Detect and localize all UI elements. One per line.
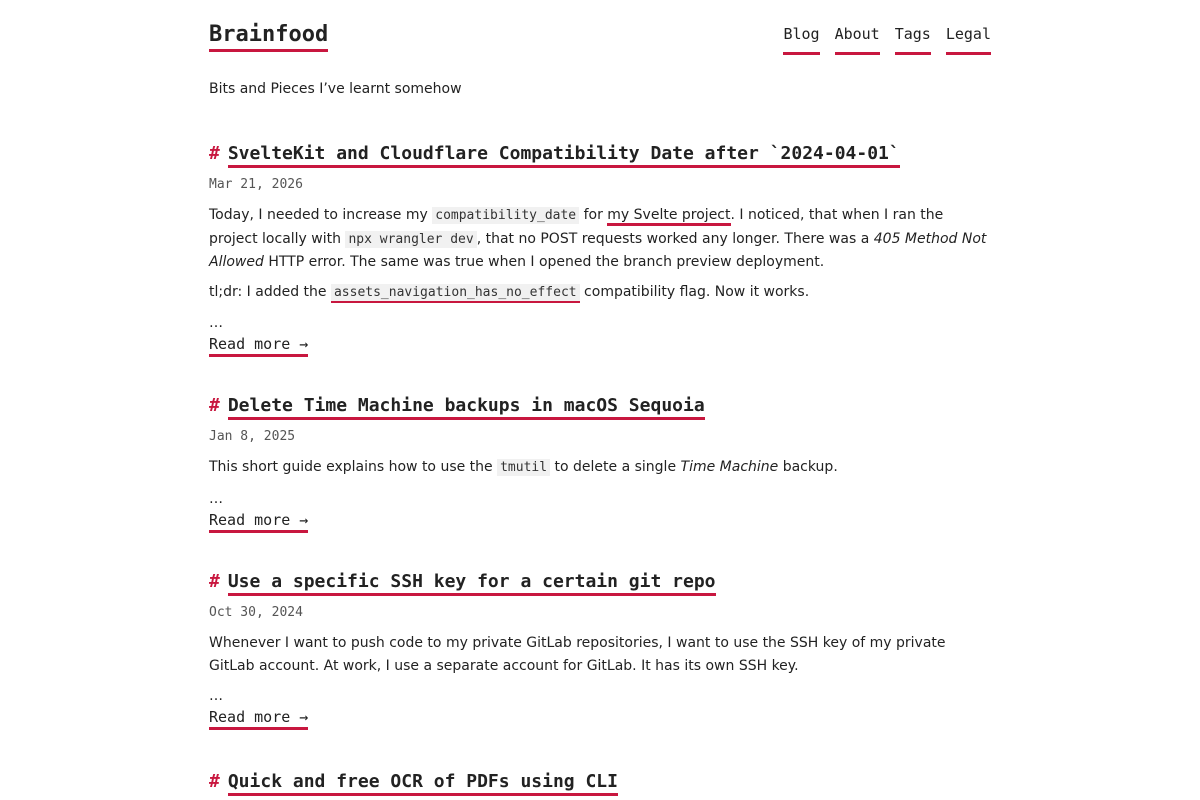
page	[209, 0, 991, 792]
post-title-link[interactable]: Delete Time Machine backups in macOS Sequoia	[228, 395, 705, 420]
post-title	[209, 570, 991, 594]
hash-mark: #	[209, 571, 220, 592]
excerpt-text: , that no POST requests worked any longer. There was a	[476, 230, 874, 247]
inline-code: compatibility_date	[432, 207, 579, 224]
hash-mark: #	[209, 395, 220, 416]
excerpt-text: compatibility flag. Now it works.	[579, 283, 810, 300]
post-date: Mar 21, 2026	[209, 177, 303, 192]
post-title-link[interactable]: Quick and free OCR of PDFs using CLI	[228, 771, 618, 796]
ellipsis: …	[209, 688, 223, 704]
excerpt-text: to delete a single	[550, 459, 681, 475]
post-title-link[interactable]: Use a specific SSH key for a certain git repo	[228, 571, 716, 596]
post-date: Oct 30, 2024	[209, 605, 303, 620]
ellipsis: …	[209, 315, 223, 331]
post-card	[209, 770, 991, 794]
main-nav	[783, 24, 991, 55]
post-excerpt	[209, 281, 991, 305]
post-card	[209, 394, 991, 533]
nav-about[interactable]: About	[835, 24, 880, 55]
hash-mark: #	[209, 143, 220, 164]
read-more-link[interactable]: Read more →	[209, 334, 308, 357]
excerpt-text: tl;dr: I added the	[209, 283, 331, 300]
post-title	[209, 142, 991, 166]
inline-code: npx wrangler dev	[345, 231, 476, 248]
nav-legal[interactable]: Legal	[946, 24, 991, 55]
excerpt-text: . I noticed, that when I ran the project locally with	[209, 207, 944, 247]
excerpt-text: This short guide explains how to use the	[209, 459, 498, 475]
excerpt-text: Whenever I want to push code to my private GitLab repositories, I want to use the SSH key of my private GitLab account. At work, I use a separate account for GitLab. It has its own SSH key.	[209, 635, 946, 674]
read-more-link[interactable]: Read more →	[209, 707, 308, 730]
site-tagline: Bits and Pieces I’ve learnt somehow	[209, 81, 462, 97]
post-excerpt	[209, 632, 991, 677]
post-date: Jan 8, 2025	[209, 429, 296, 444]
post-card	[209, 570, 991, 730]
excerpt-text: for	[579, 207, 608, 223]
site-title-link[interactable]: Brainfood	[209, 21, 328, 52]
excerpt-text: Today, I needed to increase my	[209, 207, 433, 223]
post-card	[209, 142, 991, 357]
post-title	[209, 394, 991, 418]
compat-flag-link[interactable]	[331, 284, 580, 303]
hash-mark: #	[209, 771, 220, 792]
ellipsis: …	[209, 490, 223, 507]
emphasis-text: 405 Method Not Allowed	[209, 230, 987, 270]
post-excerpt	[209, 204, 991, 274]
emphasis-text: Time Machine	[680, 459, 779, 475]
post-title	[209, 770, 991, 794]
post-excerpt	[209, 456, 991, 480]
inline-code: assets_navigation_has_no_effect	[331, 284, 580, 301]
read-more-link[interactable]: Read more →	[209, 510, 308, 533]
site-header	[209, 0, 991, 60]
inline-code: tmutil	[497, 459, 550, 476]
svelte-project-link[interactable]: my Svelte project	[607, 207, 730, 226]
nav-tags[interactable]: Tags	[895, 24, 931, 55]
nav-blog[interactable]: Blog	[783, 24, 819, 55]
excerpt-text: backup.	[778, 459, 838, 475]
excerpt-text: HTTP error. The same was true when I opened the branch preview deployment.	[263, 254, 825, 270]
post-title-link[interactable]: SvelteKit and Cloudflare Compatibility Date after `2024-04-01`	[228, 143, 900, 168]
